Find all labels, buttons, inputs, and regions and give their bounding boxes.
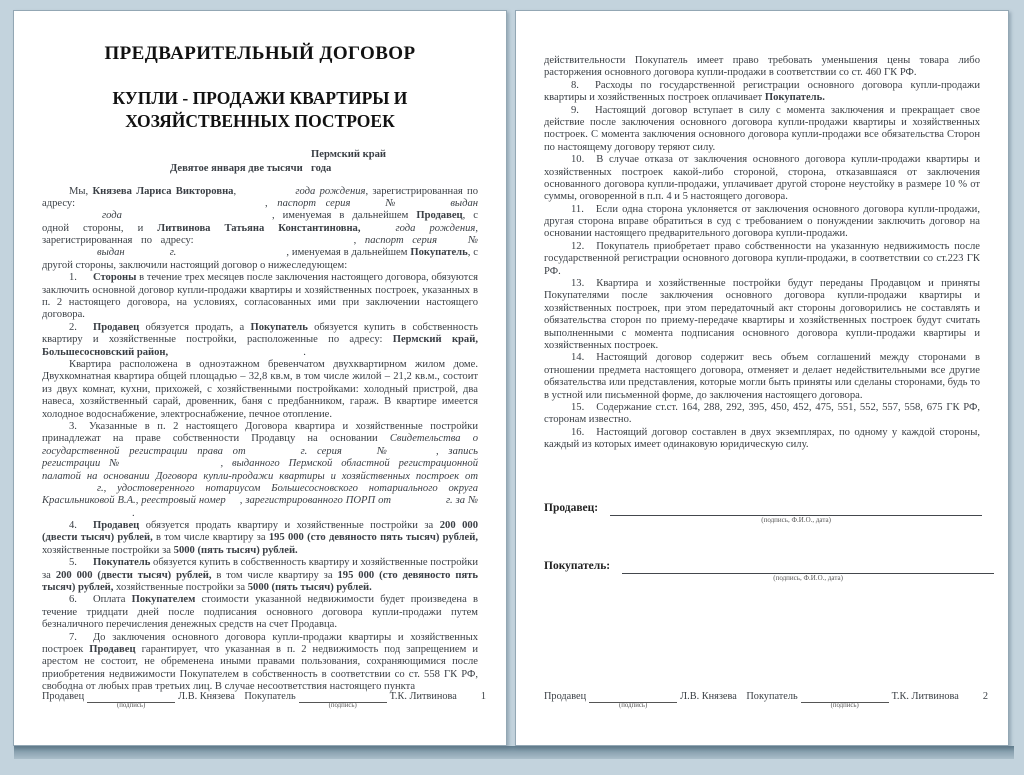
seller-signature-caption: (подпись, Ф.И.О., дата) <box>761 515 831 524</box>
footer-signature-caption: (подпись) <box>830 701 859 709</box>
footer-signature-caption: (подпись) <box>328 701 357 709</box>
page-number: 1 <box>480 690 486 702</box>
contract-paragraph: 4. Продавец обязуется продать квартиру и хозяйственные постройки за 200 000 (двести тысяч) рублей, в том числе квартиру за 195 000 (сто девяносто пять тысяч) рублей, хозяйственные постройки за 5000 (пять тысяч) рублей. <box>42 520 478 556</box>
footer-buyer-label: Покупатель <box>746 690 798 702</box>
buyer-signature-line <box>622 560 994 582</box>
document-pages <box>13 10 1011 746</box>
footer-seller-group <box>544 690 737 709</box>
contract-paragraph: 5. Покупатель обязуется купить в собственность квартиру и хозяйственные постройки за 200 000 (двести тысяч) рублей, в том числе квартиру за 195 000 (сто девяносто пять тысяч) рублей, хозяйственные постройки за 5000 (пять тысяч) рублей. <box>42 557 478 594</box>
page-number: 2 <box>982 690 988 702</box>
contract-subtitle <box>42 87 478 132</box>
contract-paragraph: 14. Настоящий договор содержит весь объем соглашений между сторонами в отношении предмета настоящего договора, отменяет и делает недействительными все другие обязательства или представления, которые могли быть приняты или сделаны сторонами, будь то в устной или письменной форме, до заключения настоящего договора. <box>544 352 980 401</box>
contract-paragraph: 8. Расходы по государственной регистрации основного договора купли-продажи квартиры и хозяйственных построек оплачивает Покупатель. <box>544 79 980 104</box>
contract-paragraph: Квартира расположена в одноэтажном бревенчатом двухквартирном жилом доме. Двухкомнатная квартира общей площадью – 32,8 кв.м, в том числе жилой – 21,2 кв.м., состоит из двух комнат, кухни, прихожей, с хозяйственными постройками: холодный пристрой, два навеса, хозяйственный сарай, дровенник, баня с предбанником, гараж. В квартире имеется холодное водоснабжение, электроснабжение, печное отопление. <box>42 359 478 420</box>
contract-paragraph: Мы, Князева Лариса Викторовна, года рождения, зарегистрированная по адресу: , паспорт серия № выдангода , именуемая в дальнейшем Продавец, с одной стороны, и Литвинова Татьяна Константиновна, года рождения, зарегистрированная по адресу: , паспорт серия №выдан г. , именуемая в дальнейшем Покупатель, с другой стороны, заключили настоящий договор о нижеследующем: <box>42 185 478 271</box>
contract-paragraph: 9. Настоящий договор вступает в силу с момента заключения и прекращает свое действие после заключения основного договора купли-продажи квартиры и хозяйственных построек. С момента заключения основного договора купли-продажи все обязательства Сторон по настоящему договору теряют силу. <box>544 104 980 153</box>
contract-dateline <box>42 148 478 176</box>
contract-page-1 <box>13 10 507 746</box>
contract-paragraph: 2. Продавец обязуется продать, а Покупатель обязуется купить в собственность квартиру и хозяйственные постройки, расположенные по адресу: Пермский край, Большесосновский район, . <box>42 321 478 358</box>
footer-buyer-name: Т.К. Литвинова <box>389 690 457 702</box>
footer-signature-caption: (подпись) <box>117 701 146 709</box>
contract-subtitle-line-1: КУПЛИ - ПРОДАЖИ КВАРТИРЫ И <box>112 88 408 109</box>
contract-paragraph: 1. Стороны в течение трех месяцев после заключения настоящего договора, обязуются заключить основной договор купли-продажи квартиры и хозяйственных построек, указанных в п. 2 настоящего договора, на условиях, согласованных ими при заключении настоящего договора. <box>42 272 478 321</box>
contract-body-page1 <box>42 186 478 694</box>
contract-subtitle-line-2: ХОЗЯЙСТВЕННЫХ ПОСТРОЕК <box>125 110 395 131</box>
footer-buyer-name: Т.К. Литвинова <box>891 690 959 702</box>
footer-seller-signature-line <box>589 691 677 709</box>
seller-signature-label: Продавец: <box>544 502 599 515</box>
footer-signature-caption: (подпись) <box>619 701 648 709</box>
contract-place-block <box>311 148 386 176</box>
contract-paragraph: 12. Покупатель приобретает право собственности на указанную недвижимость после государственной регистрации основного договора купли-продажи, в соответствии со ст.223 ГК РФ. <box>544 240 980 277</box>
footer-seller-name: Л.В. Князева <box>178 690 235 702</box>
footer-buyer-signature-line <box>299 691 387 709</box>
contract-region: Пермский край <box>311 149 386 160</box>
page2-footer <box>544 690 988 709</box>
buyer-signature-label: Покупатель: <box>544 560 611 573</box>
contract-body-page2 <box>544 55 980 452</box>
footer-seller-label: Продавец <box>544 690 587 702</box>
footer-seller-group <box>42 690 235 709</box>
page1-footer <box>42 690 486 709</box>
contract-paragraph: 7. До заключения основного договора купли-продажи квартиры и хозяйственных построек Продавец гарантирует, что указанная в п. 2 недвижимость под запрещением и арестом не состоит, не обременена иными правами пользования, сохраняющимися после приобретения недвижимости Покупателем в собственность в соответствии со ст. 558 ГК РФ, свободна от любых прав третьих лиц. В случае несоответствия настоящего пункта <box>42 631 478 693</box>
pages-drop-shadow <box>14 746 1014 759</box>
contract-page-2 <box>515 10 1009 746</box>
footer-seller-signature-line <box>87 691 175 709</box>
footer-seller-label: Продавец <box>42 690 85 702</box>
seller-signature-line <box>610 502 982 524</box>
contract-paragraph: 11. Если одна сторона уклоняется от заключения основного договора купли-продажи, другая сторона вправе обратиться в суд с требованием о понуждении заключить договор на основании настоящего предварительного договора купли-продажи. <box>544 203 980 240</box>
contract-paragraph: 15. Содержание ст.ст. 164, 288, 292, 395, 450, 452, 475, 551, 552, 557, 558, 675 ГК РФ, сторонам известно. <box>544 401 980 426</box>
buyer-signature-caption: (подпись, Ф.И.О., дата) <box>773 573 843 582</box>
contract-paragraph: действительности Покупатель имеет право требовать уменьшения цены товара либо расторжения основного договора купли-продажи в соответствии со ст. 460 ГК РФ. <box>544 55 980 79</box>
seller-signature-row <box>544 502 980 524</box>
footer-seller-name: Л.В. Князева <box>680 690 737 702</box>
contract-paragraph: 16. Настоящий договор составлен в двух экземплярах, по одному у каждой стороны, каждый из которых имеет одинаковую юридическую силу. <box>544 426 980 451</box>
footer-buyer-group <box>746 690 959 709</box>
contract-paragraph: 13. Квартира и хозяйственные постройки будут переданы Продавцом и приняты Покупателями после заключения основного договора купли-продажи квартиры и хозяйственных построек, при этом передаточный акт стороны договорились не составлять и обязательства сторон по приему-передаче квартиры и хозяйственных построек будут считать выполненными с момента подписания основного договора купли-продажи квартиры и хозяйственных построек. <box>544 278 980 351</box>
footer-buyer-group <box>244 690 457 709</box>
contract-date-words: Девятое января две тысячи <box>170 163 303 175</box>
footer-buyer-signature-line <box>801 691 889 709</box>
buyer-signature-row <box>544 560 980 582</box>
contract-paragraph: 10. В случае отказа от заключения основного договора купли-продажи квартиры и хозяйственных построек какой-либо стороной, сторона, отказавшаяся от заключения основанного договора купли-продажи, уплачивает другой стороне неустойку в размере 10 % от суммы, оговоренной в п.п. 4 и 5 настоящего договора. <box>544 154 980 203</box>
contract-paragraph: 3. Указанные в п. 2 настоящего Договора квартира и хозяйственные постройки принадлежат на праве собственности Продавцу на основании Свидетельства о государственной регистрации права от г. серия № , запись регистрации № , выданного Пермской областной регистрационной палатой на основании Договора купли-продажи квартиры и хозяйственных построек отг., удостоверенного нотариусом Большесосновского нотариального округа Красильниковой В.А., реестровый номер , зарегистрированного ПОРП от г. за №. <box>42 420 479 519</box>
footer-buyer-label: Покупатель <box>244 690 296 702</box>
contract-title: ПРЕДВАРИТЕЛЬНЫЙ ДОГОВОР <box>104 43 416 64</box>
contract-paragraph: 6. Оплата Покупателем стоимости указанной недвижимости будет произведена в течение тридцати дней после подписания основного договора купли-продажи путем безналичного перечисления денежных средств на счет Продавца. <box>42 594 478 631</box>
contract-year-word: года <box>311 162 332 174</box>
